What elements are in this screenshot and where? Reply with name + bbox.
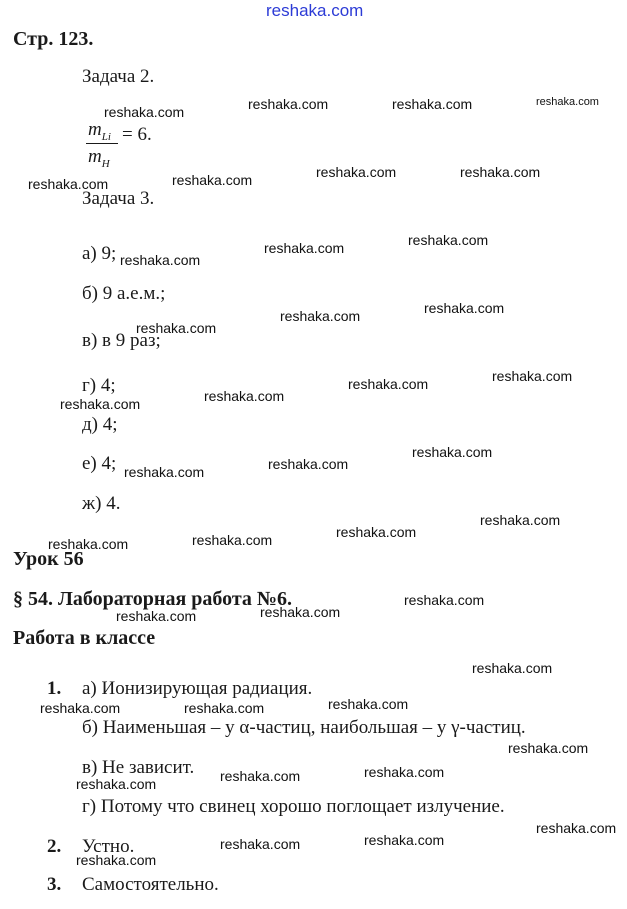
watermark: reshaka.com — [536, 96, 599, 108]
watermark: reshaka.com — [104, 104, 185, 120]
watermark: reshaka.com — [328, 696, 409, 712]
watermark: reshaka.com — [412, 444, 493, 460]
item2-number: 2. — [47, 836, 62, 857]
watermark: reshaka.com — [184, 700, 265, 716]
watermark: reshaka.com — [268, 456, 349, 472]
watermark: reshaka.com — [336, 524, 417, 540]
watermark: reshaka.com — [172, 172, 253, 188]
watermark: reshaka.com — [280, 308, 361, 324]
watermark: reshaka.com — [536, 820, 617, 836]
item3-text: Самостоятельно. — [82, 874, 219, 895]
watermark: reshaka.com — [40, 700, 121, 716]
watermark: reshaka.com — [264, 240, 345, 256]
task3-answer-c: в) в 9 раз; — [82, 330, 161, 351]
watermark: reshaka.com — [76, 852, 157, 868]
top-watermark[interactable]: reshaka.com — [266, 1, 364, 20]
watermark: reshaka.com — [260, 604, 341, 620]
task3-answer-a: а) 9; — [82, 243, 117, 264]
watermark: reshaka.com — [220, 836, 301, 852]
watermark: reshaka.com — [316, 164, 397, 180]
watermark: reshaka.com — [28, 176, 109, 192]
watermark: reshaka.com — [348, 376, 429, 392]
task3-answer-b: б) 9 а.е.м.; — [82, 283, 166, 304]
watermark: reshaka.com — [408, 232, 489, 248]
watermark: reshaka.com — [76, 776, 157, 792]
item1-line-a: а) Ионизирующая радиация. — [82, 678, 313, 699]
fraction-bar — [86, 143, 118, 144]
watermark: reshaka.com — [136, 320, 217, 336]
watermark: reshaka.com — [124, 464, 205, 480]
classwork-title: Работа в классе — [13, 627, 156, 649]
lesson-title: Урок 56 — [13, 548, 84, 570]
watermark: reshaka.com — [248, 96, 329, 112]
watermark: reshaka.com — [192, 532, 273, 548]
mass-ratio-formula — [86, 113, 166, 173]
item3-number: 3. — [47, 874, 62, 895]
watermark: reshaka.com — [60, 396, 141, 412]
item1-line-c: в) Не зависит. — [82, 757, 195, 778]
watermark: reshaka.com — [480, 512, 561, 528]
watermark: reshaka.com — [220, 768, 301, 784]
numerator: $m_{Li}$ — [88, 119, 111, 143]
watermark: reshaka.com — [204, 388, 285, 404]
section-title: § 54. Лабораторная работа №6. — [13, 588, 293, 610]
task2-title: Задача 2. — [82, 66, 155, 87]
watermark: reshaka.com — [424, 300, 505, 316]
page-label: Стр. 123. — [13, 28, 94, 50]
task3-title: Задача 3. — [82, 188, 155, 209]
ratio-result: = 6. — [122, 124, 152, 145]
watermark: reshaka.com — [472, 660, 553, 676]
item1-line-d: г) Потому что свинец хорошо поглощает излучение. — [82, 796, 505, 817]
item2-text: Устно. — [82, 836, 135, 857]
watermark: reshaka.com — [404, 592, 485, 608]
item1-line-b: б) Наименьшая – у α-частиц, наибольшая – у γ-частиц. — [82, 717, 526, 738]
watermark: reshaka.com — [48, 536, 129, 552]
watermark: reshaka.com — [364, 832, 445, 848]
item1-number: 1. — [47, 678, 62, 699]
watermark: reshaka.com — [492, 368, 573, 384]
watermark: reshaka.com — [460, 164, 541, 180]
task3-answer-e: д) 4; — [82, 414, 118, 435]
denominator: $m_H$ — [88, 146, 110, 170]
task3-answer-d: г) 4; — [82, 375, 116, 396]
task3-answer-f: е) 4; — [82, 453, 117, 474]
task3-answer-g: ж) 4. — [82, 493, 121, 514]
watermark: reshaka.com — [392, 96, 473, 112]
watermark: reshaka.com — [508, 740, 589, 756]
watermark: reshaka.com — [120, 252, 201, 268]
watermark: reshaka.com — [364, 764, 445, 780]
watermark: reshaka.com — [116, 608, 197, 624]
